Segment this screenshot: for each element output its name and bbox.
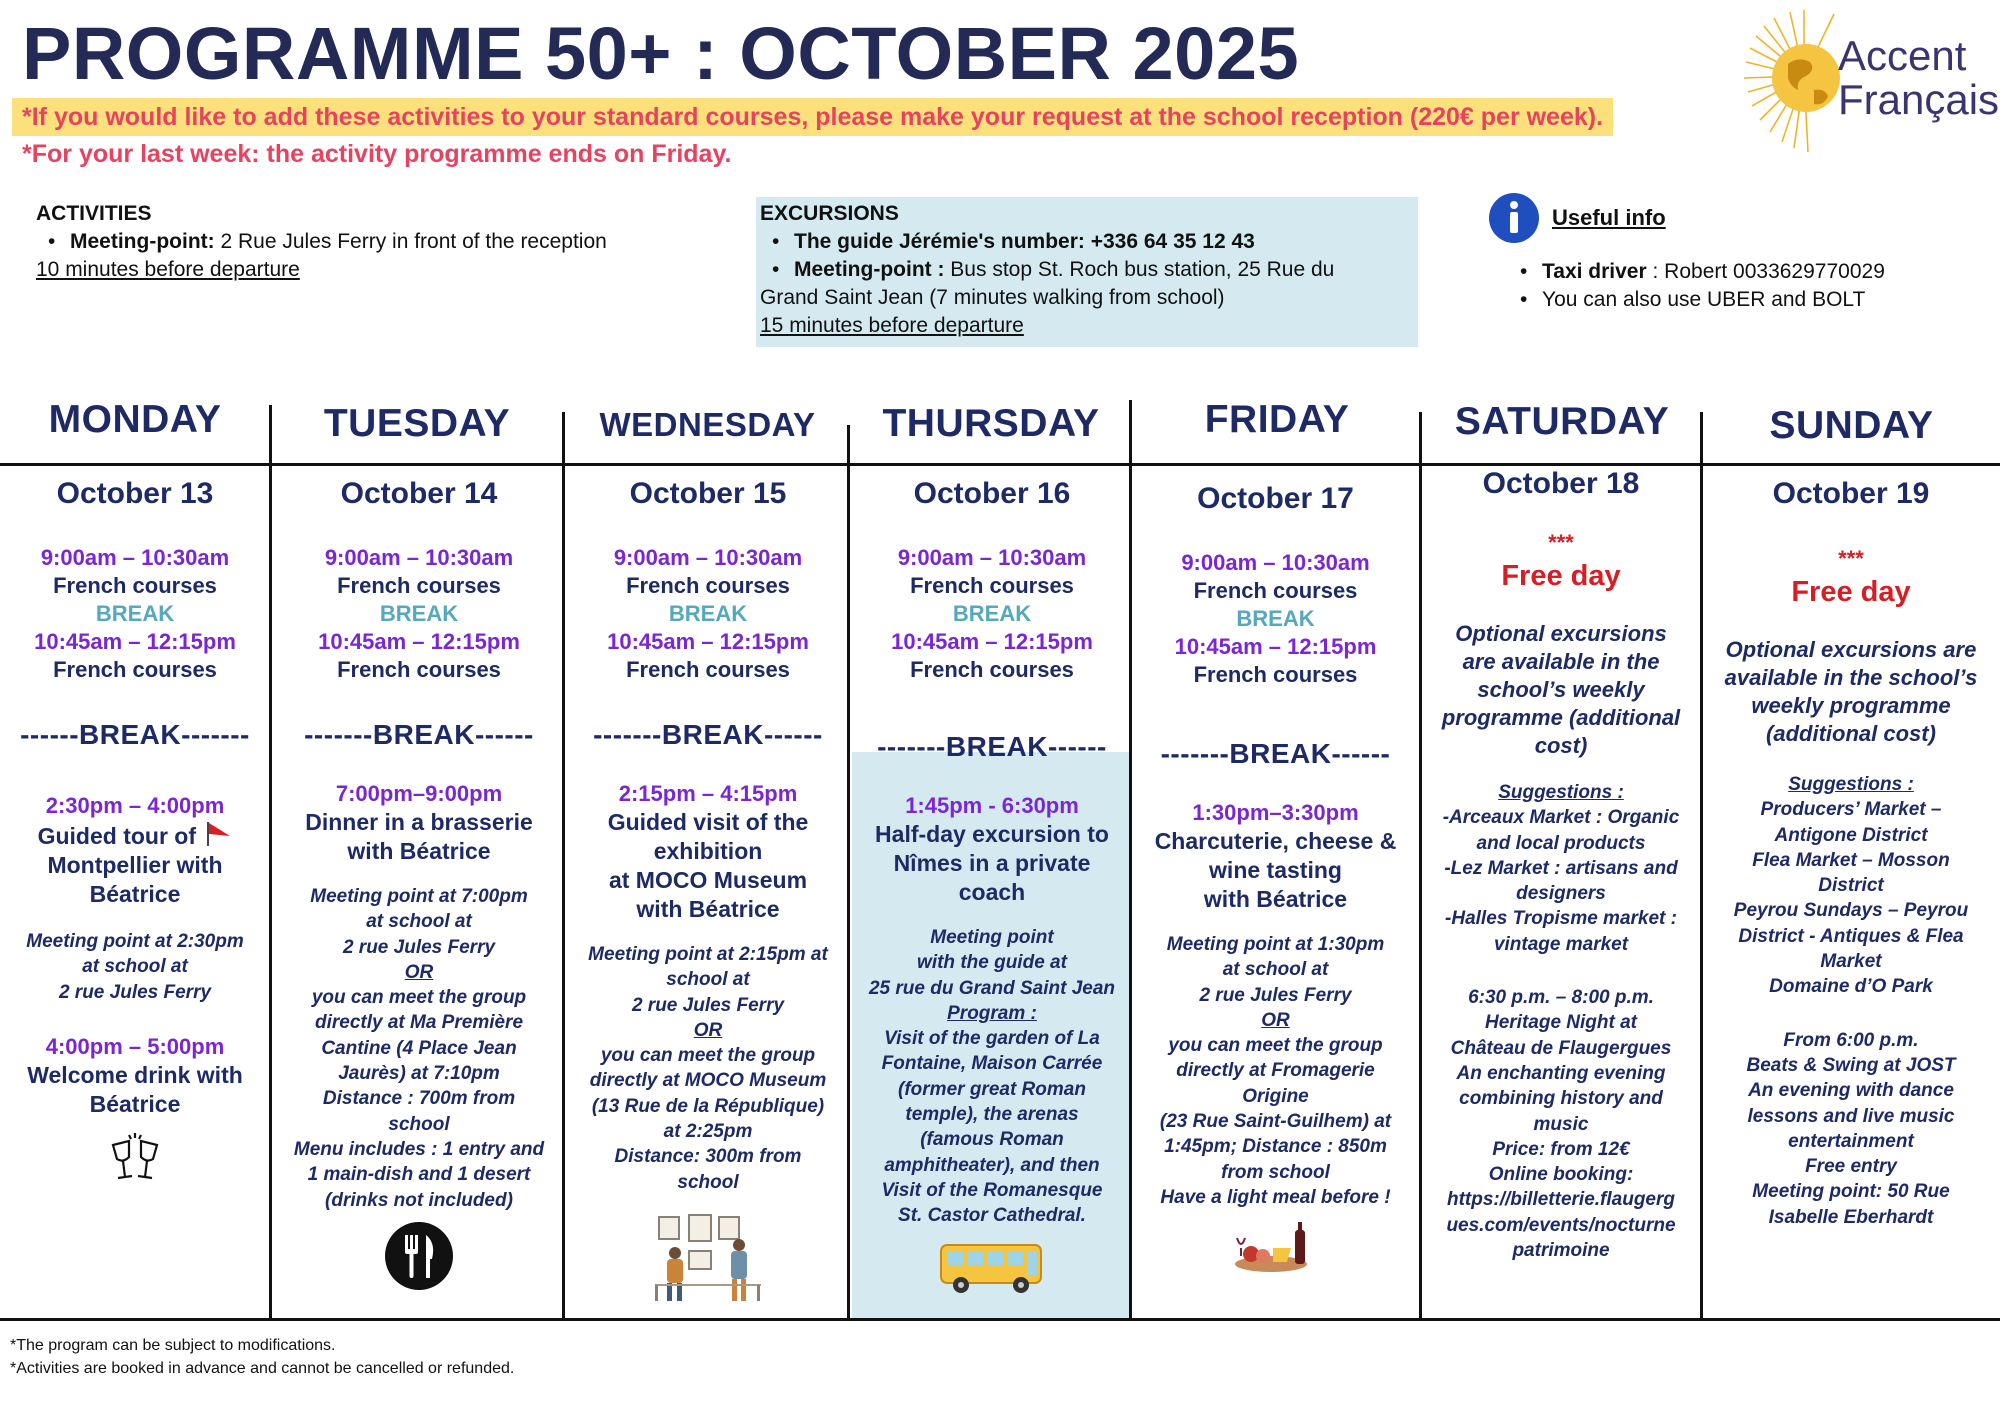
short-break: BREAK	[668, 601, 748, 626]
meeting-line: 2 rue Jules Ferry	[1199, 984, 1352, 1006]
program-line: Visit of the garden of La	[884, 1028, 1100, 1050]
activity-time: 1:45pm - 6:30pm	[905, 793, 1079, 818]
suggestion-line: Antigone District	[1774, 824, 1928, 846]
activity-title-line: Guided visit of the	[607, 809, 809, 835]
meeting-line: Meeting point	[930, 927, 1054, 948]
activity-time: 1:30pm–3:30pm	[1192, 800, 1359, 825]
meeting-line: Origine	[1242, 1085, 1309, 1107]
suggestions-label: Suggestions :	[1498, 782, 1624, 803]
optional-line: (additional cost)	[1766, 721, 1936, 746]
day-header-saturday: SATURDAY	[1454, 400, 1670, 443]
meeting-line: Distance : 700m from	[322, 1088, 516, 1110]
suggestion-line: Flea Market – Mosson	[1752, 849, 1950, 871]
french-courses: French courses	[626, 573, 790, 598]
program-line: amphitheater), and then	[884, 1154, 1100, 1176]
excursions-list	[760, 228, 1414, 284]
free-day-label: Free day	[1791, 576, 1911, 608]
activity-title-line: Béatrice	[89, 1090, 181, 1117]
taxi-label: Taxi driver	[1542, 260, 1647, 283]
activities-timing: 10 minutes before departure	[36, 258, 300, 281]
meeting-line: from school	[1221, 1161, 1330, 1183]
suggestion-line: -Lez Market : artisans and	[1444, 857, 1678, 879]
event-line: combining history and	[1459, 1088, 1663, 1110]
morning-slot-2: 10:45am – 12:15pm	[607, 629, 809, 654]
short-break: BREAK	[95, 601, 175, 626]
meeting-info	[1134, 932, 1417, 1210]
meeting-info	[278, 884, 560, 1213]
suggestions-list	[1424, 780, 1698, 1263]
meeting-info	[4, 929, 266, 1005]
date-monday: October 13	[56, 477, 214, 510]
column-divider	[1700, 412, 1703, 1320]
meeting-line: 2 rue Jules Ferry	[58, 981, 212, 1003]
free-day-label: Free day	[1501, 560, 1621, 592]
date-tuesday: October 14	[340, 477, 498, 510]
program-label: Program :	[947, 1002, 1037, 1024]
optional-line: programme (additional	[1441, 705, 1681, 730]
lunch-break: -------BREAK------	[1160, 738, 1391, 769]
french-courses: French courses	[1193, 578, 1358, 603]
optional-line: school’s weekly	[1477, 677, 1645, 702]
meeting-line: school	[388, 1113, 450, 1135]
date-wednesday: October 15	[629, 477, 787, 510]
optional-line: cost)	[1534, 733, 1588, 758]
meeting-point-value: 2 Rue Jules Ferry in front of the reception	[214, 230, 607, 253]
program-line: St. Castor Cathedral.	[898, 1205, 1086, 1227]
meeting-line: directly at Fromagerie	[1176, 1060, 1375, 1082]
accent-francais-logo	[1740, 6, 2000, 156]
program-line: (famous Roman	[920, 1129, 1064, 1151]
short-break: BREAK	[379, 601, 459, 626]
meeting-line: Menu includes : 1 entry and	[293, 1138, 545, 1160]
logo-line-1: Accent	[1838, 32, 1967, 79]
activities-meeting-point	[36, 228, 736, 256]
meeting-line: directly at Ma Première	[314, 1012, 524, 1034]
useful-info-list	[1508, 258, 1998, 314]
meeting-line: 25 rue du Grand Saint Jean	[868, 977, 1116, 999]
meeting-line: you can meet the group	[600, 1045, 816, 1067]
activity-title	[568, 808, 848, 924]
event-line: music	[1533, 1113, 1589, 1135]
program-line: temple), the arenas	[905, 1104, 1079, 1126]
wednesday-column	[568, 476, 848, 1310]
activity-title-line: exhibition	[653, 838, 763, 864]
french-courses: French courses	[626, 657, 790, 682]
morning-slot-1: 9:00am – 10:30am	[1181, 550, 1370, 575]
meeting-line: Distance: 300m from	[614, 1146, 802, 1168]
activity-title-line: Béatrice	[89, 881, 181, 907]
suggestion-line: designers	[1516, 883, 1606, 905]
program-line: Fontaine, Maison Carrée	[881, 1053, 1103, 1075]
activity-title-line: coach	[958, 879, 1026, 905]
meeting-line: school at	[666, 969, 750, 991]
activity-title-line: wine tasting	[1209, 857, 1342, 883]
french-courses: French courses	[53, 573, 217, 598]
french-courses: French courses	[53, 657, 217, 682]
notice-last-week: *For your last week: the activity programme ends on Friday.	[22, 140, 732, 168]
event-line: Beats & Swing at JOST	[1746, 1054, 1956, 1076]
date-saturday: October 18	[1482, 467, 1640, 500]
morning-slot-1: 9:00am – 10:30am	[897, 545, 1087, 570]
logo-line-2: Français	[1838, 76, 2000, 123]
suggestion-line: District	[1818, 875, 1884, 897]
morning-slot-1: 9:00am – 10:30am	[324, 545, 514, 570]
flag-icon	[202, 820, 232, 848]
optional-excursions-note	[1424, 620, 1698, 760]
event-line: Price: from 12€	[1492, 1138, 1630, 1160]
meeting-line: school	[677, 1171, 739, 1193]
day-header-friday: FRIDAY	[1204, 398, 1350, 441]
sunday-column	[1706, 476, 1996, 1230]
meeting-line-or: OR	[1261, 1009, 1290, 1031]
guide-number-text: The guide Jérémie's number: +336 64 35 12 43	[794, 230, 1255, 253]
booking-link-line[interactable]: ues.com/events/nocturne	[1446, 1214, 1676, 1236]
excursion-info	[852, 925, 1132, 1229]
activity-title-line: at MOCO Museum	[608, 867, 808, 893]
meeting-line: Meeting point at 7:00pm	[310, 886, 528, 907]
activity-title-line: Nîmes in a private	[893, 850, 1091, 876]
booking-link-line[interactable]: patrimoine	[1512, 1240, 1610, 1262]
column-divider	[1419, 412, 1422, 1320]
spacer-line	[1424, 957, 1698, 985]
event-line: Meeting point: 50 Rue	[1752, 1181, 1950, 1203]
spacer-line	[1706, 1000, 1996, 1028]
suggestions-label: Suggestions :	[1788, 774, 1914, 795]
activity-title	[1134, 827, 1417, 914]
activity-time: 2:15pm – 4:15pm	[618, 781, 798, 806]
excursions-info	[756, 197, 1418, 347]
meeting-line: you can meet the group	[1168, 1035, 1383, 1057]
activity-title-line: Charcuterie, cheese &	[1154, 828, 1397, 854]
excursions-timing: 15 minutes before departure	[760, 314, 1024, 337]
excursions-meeting-point-cont: Grand Saint Jean (7 minutes walking from school)	[760, 286, 1225, 309]
meeting-line: Jaurès) at 7:10pm	[338, 1063, 500, 1085]
meeting-line: directly at MOCO Museum	[589, 1070, 827, 1092]
day-header-wednesday: WEDNESDAY	[599, 406, 816, 443]
activity-title-line: Welcome drink with	[27, 1061, 243, 1088]
meeting-line: Cantine (4 Place Jean	[321, 1037, 517, 1059]
optional-line: available in the school’s	[1724, 665, 1978, 690]
morning-slot-2: 10:45am – 12:15pm	[891, 629, 1093, 654]
notice-add-activities: *If you would like to add these activities to your standard courses, please make your request at the school reception (220€ per week).	[12, 98, 1613, 136]
day-header-thursday: THURSDAY	[882, 402, 1100, 445]
event-line: Free entry	[1805, 1156, 1897, 1178]
activity-time: 2:30pm – 4:00pm	[45, 793, 225, 818]
meeting-line: (drinks not included)	[325, 1189, 513, 1211]
program-line: Visit of the Romanesque	[881, 1179, 1103, 1201]
lunch-break: -------BREAK------	[304, 719, 534, 750]
day-header-monday: MONDAY	[48, 398, 222, 441]
activity-time: 7:00pm–9:00pm	[335, 781, 503, 806]
column-divider	[562, 412, 565, 1320]
french-courses: French courses	[910, 573, 1074, 598]
optional-excursions-note	[1706, 636, 1996, 748]
lunch-break: -------BREAK------	[877, 731, 1107, 762]
meeting-point-label: Meeting-point:	[70, 230, 215, 253]
optional-line: weekly programme	[1751, 693, 1951, 718]
program-line: (former great Roman	[898, 1078, 1086, 1100]
meeting-line: you can meet the group	[311, 987, 527, 1009]
activity-title-line: Montpellier with	[47, 852, 223, 878]
page-title: PROGRAMME 50+ : OCTOBER 2025	[22, 12, 1300, 95]
morning-slot-2: 10:45am – 12:15pm	[34, 629, 236, 654]
suggestion-line: Producers’ Market –	[1760, 799, 1942, 821]
event-line: Isabelle Eberhardt	[1768, 1206, 1934, 1228]
meeting-line: at 2:25pm	[663, 1121, 753, 1143]
meeting-line: at school at	[82, 956, 188, 978]
suggestion-line: and local products	[1476, 832, 1646, 854]
logo-wordmark	[1838, 34, 1999, 122]
date-sunday: October 19	[1772, 477, 1930, 510]
morning-slot-1: 9:00am – 10:30am	[40, 545, 230, 570]
stars-decoration: ***	[1838, 546, 1864, 571]
activity-title-2	[4, 1061, 266, 1119]
event-line: Online booking:	[1488, 1164, 1634, 1186]
event-line: An enchanting evening	[1456, 1062, 1666, 1084]
meeting-line: 2 rue Jules Ferry	[342, 936, 496, 958]
activity-title	[852, 820, 1132, 907]
tuesday-column	[278, 476, 560, 1296]
activities-list	[36, 228, 736, 256]
event-line: Château de Flaugergues	[1450, 1037, 1672, 1059]
meeting-line-or: OR	[404, 961, 434, 983]
activity-title-line: with Béatrice	[347, 838, 491, 864]
meeting-line: 2 rue Jules Ferry	[631, 994, 785, 1016]
column-divider	[269, 405, 272, 1320]
meeting-line: (13 Rue de la République)	[591, 1095, 825, 1117]
date-friday: October 17	[1197, 482, 1354, 515]
meeting-line-or: OR	[693, 1019, 723, 1041]
suggestions-list	[1706, 772, 1996, 1230]
saturday-column	[1424, 466, 1698, 1263]
french-courses: French courses	[337, 573, 501, 598]
meeting-line: at school at	[1222, 959, 1329, 981]
optional-line: are available in the	[1462, 649, 1660, 674]
french-courses: French courses	[910, 657, 1074, 682]
meeting-point-value: Bus stop St. Roch bus station, 25 Rue du	[944, 258, 1335, 281]
meeting-line: (23 Rue Saint-Guilhem) at	[1159, 1111, 1392, 1133]
morning-slot-1: 9:00am – 10:30am	[613, 545, 803, 570]
event-line: 6:30 p.m. – 8:00 p.m.	[1468, 987, 1654, 1009]
meeting-line: at school at	[366, 911, 472, 933]
coach-bus-icon	[937, 1241, 1047, 1297]
day-header-sunday: SUNDAY	[1769, 404, 1934, 447]
booking-link-line[interactable]: https://billetterie.flaugerg	[1446, 1189, 1676, 1211]
activity-title-text: Guided tour of	[37, 823, 197, 849]
stars-decoration: ***	[1548, 530, 1574, 555]
suggestion-line: Peyrou Sundays – Peyrou	[1733, 900, 1969, 922]
suggestion-line: Market	[1820, 951, 1882, 973]
museum-visit-icon	[653, 1213, 763, 1305]
footer-note-no-refund: *Activities are booked in advance and cannot be cancelled or refunded.	[10, 1360, 515, 1377]
taxi-driver-item	[1508, 258, 1998, 286]
event-line: An evening with dance	[1748, 1080, 1954, 1102]
short-break: BREAK	[952, 601, 1032, 626]
activity-title-line: Dinner in a brasserie	[305, 809, 533, 835]
excursions-meeting-point	[760, 256, 1414, 284]
optional-line: Optional excursions are	[1725, 637, 1977, 662]
short-break: BREAK	[1236, 606, 1315, 631]
french-courses: French courses	[1193, 662, 1358, 687]
activity-title-line	[4, 820, 266, 851]
lunch-break: ------BREAK-------	[20, 719, 250, 750]
meeting-line: 1:45pm; Distance : 850m	[1164, 1136, 1387, 1158]
activity-title	[4, 820, 266, 909]
lunch-break: -------BREAK------	[593, 719, 823, 750]
charcuterie-wine-icon	[1231, 1220, 1321, 1276]
suggestion-line: Domaine d’O Park	[1769, 976, 1933, 998]
thursday-column	[852, 476, 1132, 1302]
date-thursday: October 16	[913, 477, 1071, 510]
useful-info-title: Useful info	[1552, 205, 1666, 230]
friday-column	[1134, 481, 1417, 1281]
activity-title-line: with Béatrice	[636, 896, 780, 922]
suggestion-line: -Halles Tropisme market :	[1445, 908, 1677, 930]
activity-title-line: with Béatrice	[1203, 886, 1348, 912]
meeting-info	[568, 942, 848, 1195]
apps-item: • You can also use UBER and BOLT	[1508, 286, 1998, 314]
event-line: Heritage Night at	[1484, 1012, 1638, 1034]
activities-info	[36, 200, 736, 284]
morning-slot-2: 10:45am – 12:15pm	[1174, 634, 1377, 659]
meeting-line: Meeting point at 2:30pm	[26, 931, 244, 952]
day-header-tuesday: TUESDAY	[323, 402, 511, 445]
suggestion-line: District - Antiques & Flea	[1738, 925, 1964, 947]
taxi-value: : Robert 0033629770029	[1646, 260, 1885, 283]
activity-title	[278, 808, 560, 866]
meeting-line: with the guide at	[917, 952, 1067, 974]
meeting-line: Have a light meal before !	[1160, 1186, 1391, 1208]
meeting-line: 1 main-dish and 1 desert	[307, 1164, 531, 1186]
meeting-line: Meeting point at 1:30pm	[1166, 934, 1385, 955]
excursions-guide-number	[760, 228, 1414, 256]
event-line: From 6:00 p.m.	[1783, 1029, 1919, 1051]
event-line: lessons and live music	[1747, 1105, 1955, 1127]
footer-note-modifications: *The program can be subject to modifications.	[10, 1337, 336, 1354]
excursions-heading: EXCURSIONS	[760, 202, 899, 225]
morning-slot-2: 10:45am – 12:15pm	[318, 629, 520, 654]
meeting-point-label: Meeting-point :	[794, 258, 945, 281]
fork-knife-icon	[384, 1221, 454, 1291]
cheers-glasses-icon	[105, 1131, 165, 1187]
activity-title-line: Half-day excursion to	[875, 821, 1109, 847]
activities-heading: ACTIVITIES	[36, 202, 152, 225]
suggestion-line: -Arceaux Market : Organic	[1442, 807, 1680, 829]
suggestion-line: vintage market	[1493, 933, 1629, 955]
info-icon	[1488, 192, 1540, 244]
activity-time-2: 4:00pm – 5:00pm	[45, 1033, 225, 1059]
optional-line: Optional excursions	[1455, 621, 1667, 646]
meeting-line: Meeting point at 2:15pm at	[588, 944, 828, 965]
french-courses: French courses	[337, 657, 501, 682]
monday-column	[4, 476, 266, 1192]
event-line: entertainment	[1788, 1130, 1914, 1152]
